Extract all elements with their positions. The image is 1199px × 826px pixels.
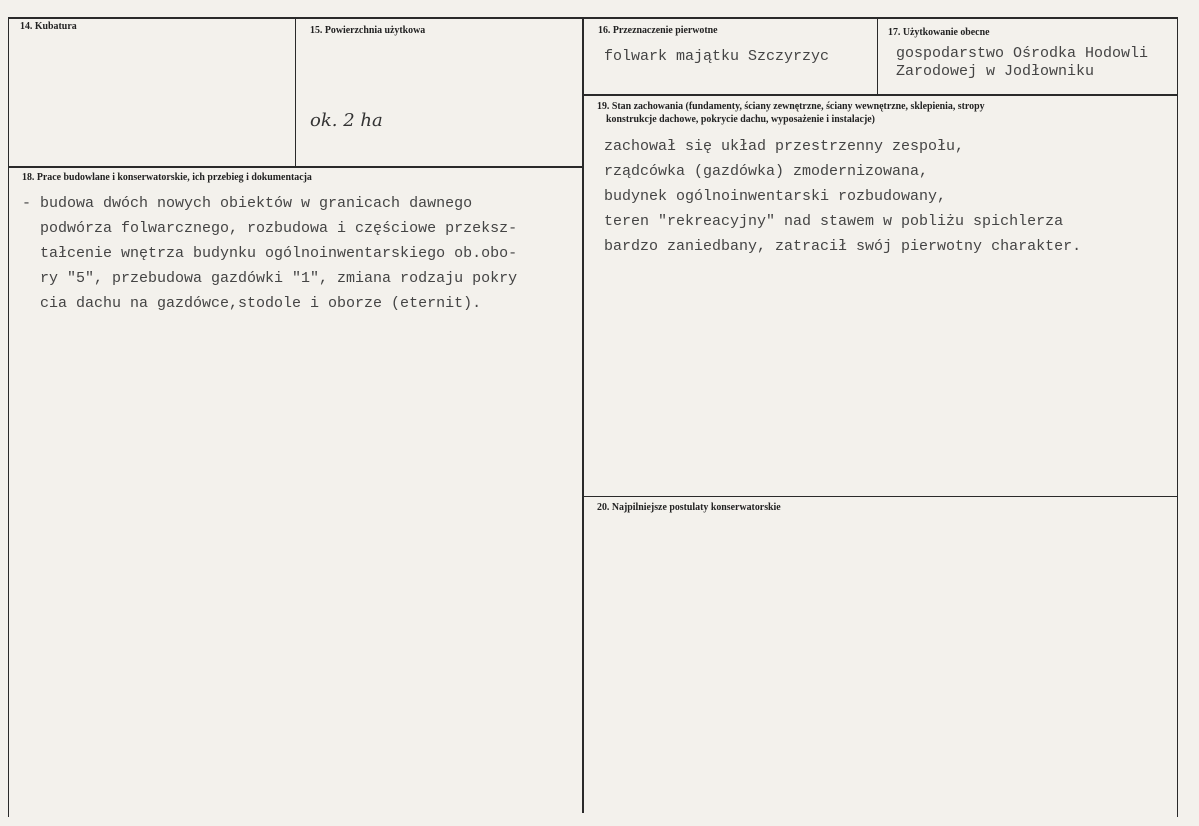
text-line: zachował się układ przestrzenny zespołu, (604, 138, 965, 155)
text-line: podwórza folwarcznego, rozbudowa i częściowe przeksz- (22, 220, 518, 237)
text-line: Zarodowej w Jodłowniku (896, 63, 1095, 80)
text-line: budynek ogólnoinwentarski rozbudowany, (604, 188, 947, 205)
field-20-label: 20. Najpilniejsze postulaty konserwatorskie (597, 501, 781, 513)
center-divider (582, 17, 584, 813)
field-19-label: 19. Stan zachowania (fundamenty, ściany zewnętrzne, ściany wewnętrzne, sklepienia, stropy (597, 100, 985, 112)
text-line: teren "rekreacyjny" nad stawem w pobliżu spichlerza (604, 213, 1064, 230)
text-line: bardzo zaniedbany, zatracił swój pierwotny charakter. (604, 238, 1082, 255)
field-17-label: 17. Użytkowanie obecne (888, 26, 990, 38)
text-line: - budowa dwóch nowych obiektów w granicach dawnego (22, 195, 473, 212)
divider (295, 17, 296, 167)
field-16-value: folwark majątku Szczyrzyc (604, 48, 830, 65)
text-line: cia dachu na gazdówce,stodole i oborze (eternit). (22, 295, 482, 312)
left-border (8, 17, 9, 817)
text-line: tałcenie wnętrza budynku ogólnoinwentarskiego ob.obo- (22, 245, 518, 262)
text-line: rządcówka (gazdówka) zmodernizowana, (604, 163, 929, 180)
field-18-value (22, 191, 517, 316)
right-border (1177, 17, 1178, 817)
field-19-label-cont: konstrukcje dachowe, pokrycie dachu, wyposażenie i instalacje) (606, 113, 875, 125)
field-16-label: 16. Przeznaczenie pierwotne (598, 24, 718, 36)
field-15-label: 15. Powierzchnia użytkowa (310, 24, 426, 36)
text-line: gospodarstwo Ośrodka Hodowli (896, 45, 1149, 62)
field-15-value: ok. 2 ha (310, 110, 383, 131)
top-border (8, 17, 1178, 19)
divider (877, 17, 878, 95)
divider (583, 94, 1178, 96)
field-14-label: 14. Kubatura (20, 20, 77, 32)
text-line: ry "5", przebudowa gazdówki "1", zmiana rodzaju pokry (22, 270, 518, 287)
field-19-value (604, 134, 1081, 259)
field-18-label: 18. Prace budowlane i konserwatorskie, ich przebieg i dokumentacja (22, 171, 312, 183)
divider (583, 496, 1178, 497)
divider (8, 166, 583, 168)
field-17-value (896, 45, 1148, 81)
